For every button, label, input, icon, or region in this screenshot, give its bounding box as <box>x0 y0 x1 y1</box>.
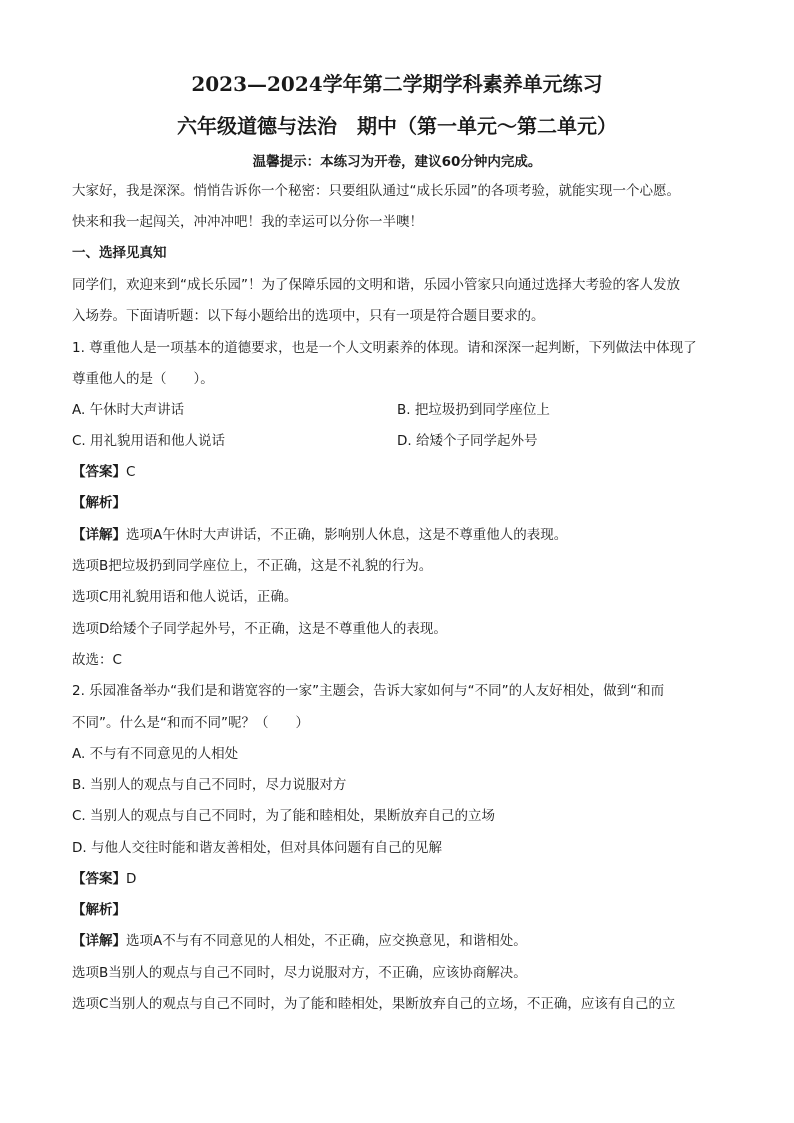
question-2-option-a: A. 不与有不同意见的人相处 <box>72 746 239 762</box>
detail-tag: 【详解】 <box>72 933 126 949</box>
question-1-stem: 尊重他人的是（ ）。 <box>72 371 214 387</box>
question-1-option-d: D. 给矮个子同学起外号 <box>397 433 538 449</box>
exam-tip: 温馨提示：本练习为开卷，建议60分钟内完成。 <box>252 154 542 170</box>
answer-value: C <box>126 464 136 480</box>
section-title: 一、选择见真知 <box>72 245 167 261</box>
question-2-option-c: C. 当别人的观点与自己不同时，为了能和睦相处，果断放弃自己的立场 <box>72 808 496 824</box>
question-1-stem: 1. 尊重他人是一项基本的道德要求，也是一个人文明素养的体现。请和深深一起判断，下列做法中体现了 <box>72 340 697 356</box>
question-2-detail <box>72 932 732 950</box>
detail-text: 选项C用礼貌用语和他人说话，正确。 <box>72 589 298 605</box>
question-2-answer <box>72 870 732 888</box>
detail-text: 选项A不与有不同意见的人相处，不正确，应交换意见，和谐相处。 <box>126 933 527 949</box>
answer-tag: 【答案】 <box>72 464 126 480</box>
question-2-stem: 不同”。什么是“和而不同”呢？（ ） <box>72 715 309 731</box>
intro-line: 快来和我一起闯关，冲冲冲吧！我的幸运可以分你一半噢！ <box>72 214 423 230</box>
question-2-stem: 2. 乐园准备举办“我们是和谐宽容的一家”主题会，告诉大家如何与“不同”的人友好相处，做到“和而 <box>72 683 665 699</box>
detail-text: 选项B当别人的观点与自己不同时，尽力说服对方，不正确，应该协商解决。 <box>72 965 527 981</box>
exam-title: 2023—2024学年第二学期学科素养单元练习 <box>191 72 603 96</box>
question-1-option-a: A. 午休时大声讲话 <box>72 402 185 418</box>
detail-text: 选项B把垃圾扔到同学座位上，不正确，这是不礼貌的行为。 <box>72 558 433 574</box>
section-desc: 同学们，欢迎来到“成长乐园”！为了保障乐园的文明和谐，乐园小管家只向通过选择大考验的客人发放 <box>72 277 680 293</box>
detail-text: 选项A午休时大声讲话，不正确，影响别人休息，这是不尊重他人的表现。 <box>126 527 568 543</box>
answer-tag: 【答案】 <box>72 871 126 887</box>
detail-text: 选项D给矮个子同学起外号，不正确，这是不尊重他人的表现。 <box>72 621 447 637</box>
question-2-option-b: B. 当别人的观点与自己不同时，尽力说服对方 <box>72 777 347 793</box>
detail-text: 选项C当别人的观点与自己不同时，为了能和睦相处，果断放弃自己的立场，不正确，应该有自己的立 <box>72 996 676 1012</box>
question-1-option-c: C. 用礼貌用语和他人说话 <box>72 433 226 449</box>
conclusion: 故选：C <box>72 652 122 668</box>
question-1-answer <box>72 463 732 481</box>
analysis-tag: 【解析】 <box>72 495 126 511</box>
exam-subtitle: 六年级道德与法治 期中（第一单元～第二单元） <box>177 114 617 138</box>
question-1-detail <box>72 526 732 544</box>
question-2-option-d: D. 与他人交往时能和谐友善相处，但对具体问题有自己的见解 <box>72 840 442 856</box>
detail-tag: 【详解】 <box>72 527 126 543</box>
question-1-option-b: B. 把垃圾扔到同学座位上 <box>397 402 550 418</box>
analysis-tag: 【解析】 <box>72 902 126 918</box>
section-desc: 入场券。下面请听题：以下每小题给出的选项中，只有一项是符合题目要求的。 <box>72 308 545 324</box>
answer-value: D <box>126 871 137 887</box>
intro-line: 大家好，我是深深。悄悄告诉你一个秘密：只要组队通过“成长乐园”的各项考验，就能实现一个心愿。 <box>72 183 680 199</box>
